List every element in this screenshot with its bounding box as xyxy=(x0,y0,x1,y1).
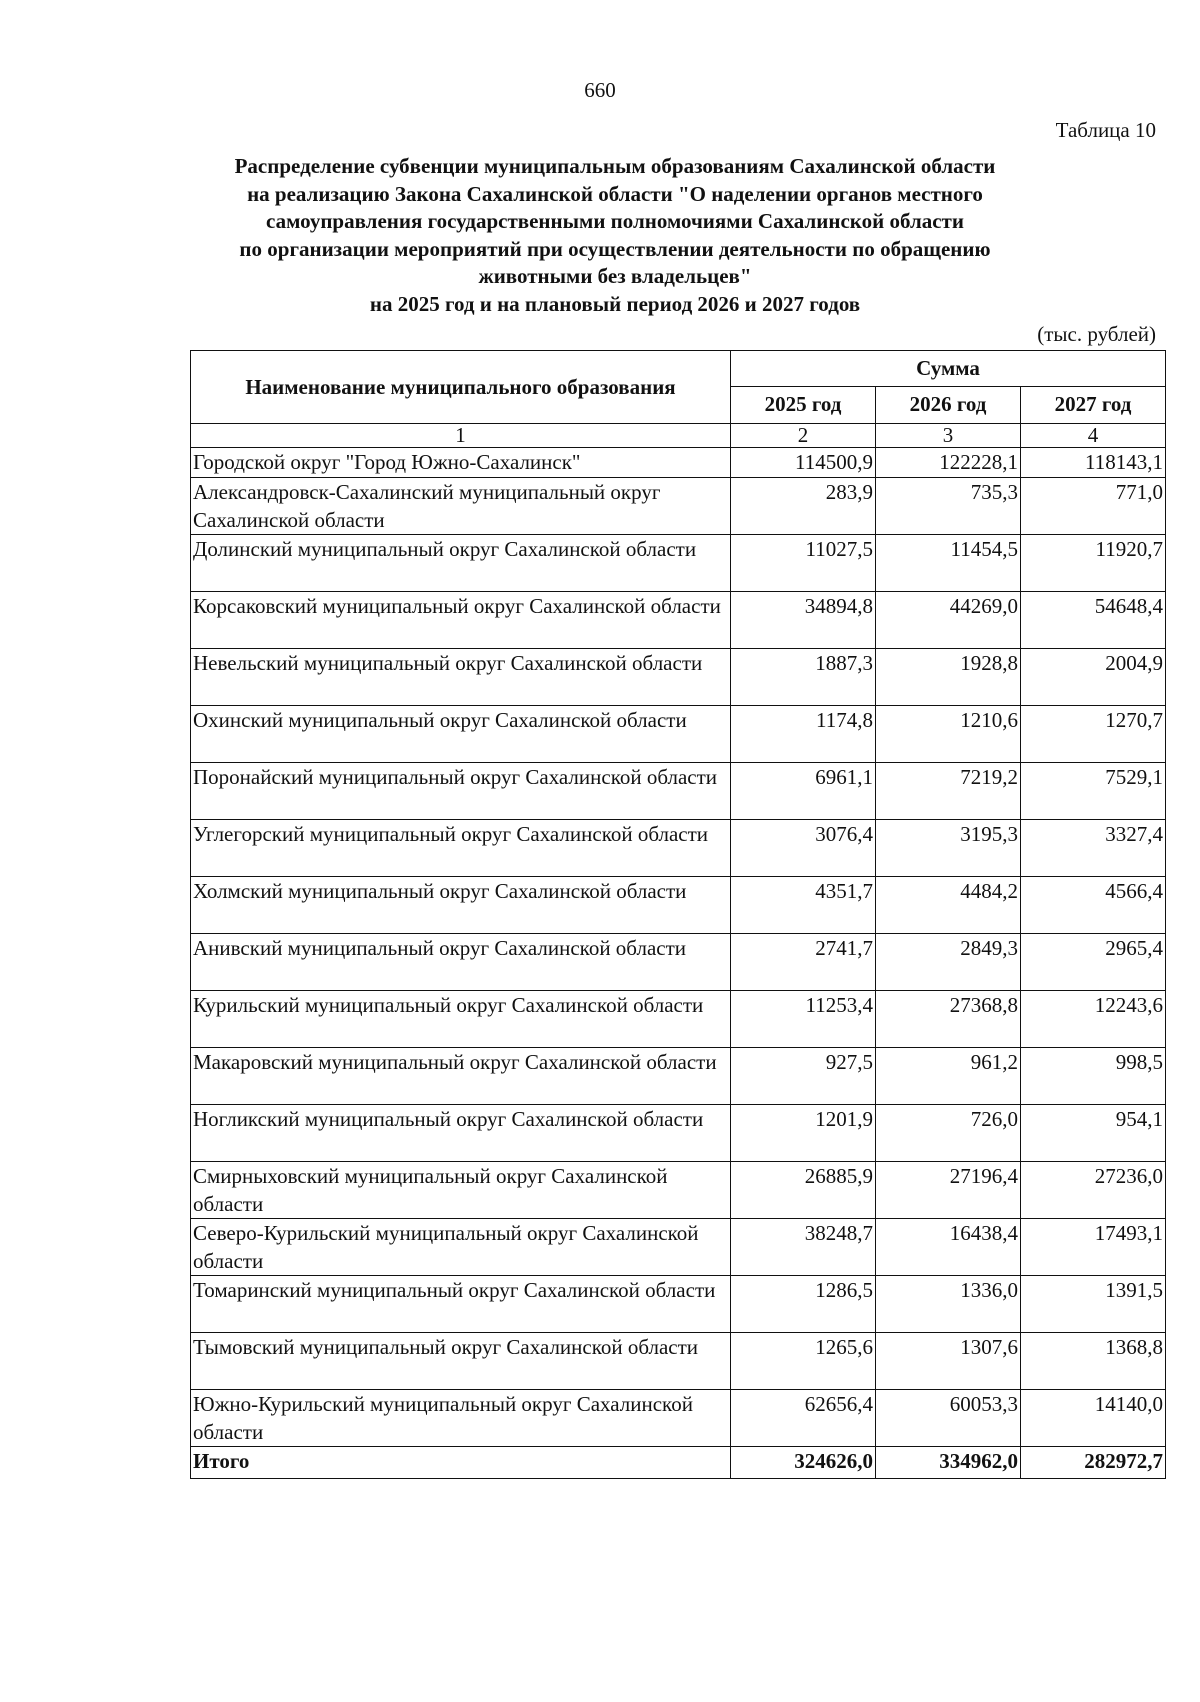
municipality-name: Северо-Курильский муниципальный округ Сахалинской области xyxy=(191,1219,731,1276)
table-row xyxy=(191,592,1166,649)
value-2025: 38248,7 xyxy=(731,1219,876,1276)
value-2025: 26885,9 xyxy=(731,1162,876,1219)
value-2027: 4566,4 xyxy=(1021,877,1166,934)
municipality-name: Макаровский муниципальный округ Сахалинской области xyxy=(191,1048,731,1105)
table-row xyxy=(191,1162,1166,1219)
title-line: на реализацию Закона Сахалинской области "О наделении органов местного xyxy=(247,181,983,206)
total-2025: 324626,0 xyxy=(731,1447,876,1479)
value-2027: 12243,6 xyxy=(1021,991,1166,1048)
column-index-row xyxy=(191,424,1166,448)
value-2027: 11920,7 xyxy=(1021,535,1166,592)
value-2026: 726,0 xyxy=(876,1105,1021,1162)
title-line: самоуправления государственными полномочиями Сахалинской области xyxy=(266,209,964,233)
value-2027: 14140,0 xyxy=(1021,1390,1166,1447)
value-2026: 1307,6 xyxy=(876,1333,1021,1390)
subvention-table xyxy=(190,350,1166,1479)
value-2027: 27236,0 xyxy=(1021,1162,1166,1219)
value-2027: 1368,8 xyxy=(1021,1333,1166,1390)
municipality-name: Охинский муниципальный округ Сахалинской области xyxy=(191,706,731,763)
total-label: Итого xyxy=(191,1447,731,1479)
title-line: животными без владельцев" xyxy=(478,264,752,288)
municipality-name: Поронайский муниципальный округ Сахалинской области xyxy=(191,763,731,820)
value-2025: 1265,6 xyxy=(731,1333,876,1390)
municipality-name: Анивский муниципальный округ Сахалинской области xyxy=(191,934,731,991)
municipality-name: Томаринский муниципальный округ Сахалинской области xyxy=(191,1276,731,1333)
value-2027: 7529,1 xyxy=(1021,763,1166,820)
total-2027: 282972,7 xyxy=(1021,1447,1166,1479)
value-2026: 11454,5 xyxy=(876,535,1021,592)
column-header-2026: 2026 год xyxy=(876,386,1021,423)
value-2027: 118143,1 xyxy=(1021,448,1166,478)
column-header-2027: 2027 год xyxy=(1021,386,1166,423)
table-row xyxy=(191,934,1166,991)
table-row xyxy=(191,1390,1166,1447)
value-2025: 1286,5 xyxy=(731,1276,876,1333)
value-2026: 4484,2 xyxy=(876,877,1021,934)
value-2027: 3327,4 xyxy=(1021,820,1166,877)
column-index: 3 xyxy=(876,424,1021,448)
table-row xyxy=(191,649,1166,706)
title-line: на 2025 год и на плановый период 2026 и 2027 годов xyxy=(369,291,861,316)
table-row xyxy=(191,1105,1166,1162)
value-2025: 114500,9 xyxy=(731,448,876,478)
value-2027: 1270,7 xyxy=(1021,706,1166,763)
table-row xyxy=(191,1048,1166,1105)
municipality-name: Курильский муниципальный округ Сахалинской области xyxy=(191,991,731,1048)
value-2026: 7219,2 xyxy=(876,763,1021,820)
column-header-2025: 2025 год xyxy=(731,386,876,423)
municipality-name: Тымовский муниципальный округ Сахалинской области xyxy=(191,1333,731,1390)
table-row xyxy=(191,1333,1166,1390)
table-row xyxy=(191,706,1166,763)
value-2026: 735,3 xyxy=(876,478,1021,535)
page-number: 660 xyxy=(584,78,616,102)
municipality-name: Холмский муниципальный округ Сахалинской области xyxy=(191,877,731,934)
document-title xyxy=(190,153,1040,318)
value-2026: 1928,8 xyxy=(876,649,1021,706)
column-index: 2 xyxy=(731,424,876,448)
municipality-name: Южно-Курильский муниципальный округ Сахалинской области xyxy=(191,1390,731,1447)
column-header-sum: Сумма xyxy=(731,351,1166,387)
value-2027: 998,5 xyxy=(1021,1048,1166,1105)
value-2027: 1391,5 xyxy=(1021,1276,1166,1333)
municipality-name: Александровск-Сахалинский муниципальный округ Сахалинской области xyxy=(191,478,731,535)
value-2025: 3076,4 xyxy=(731,820,876,877)
value-2025: 1201,9 xyxy=(731,1105,876,1162)
municipality-name: Смирныховский муниципальный округ Сахалинской области xyxy=(191,1162,731,1219)
value-2025: 11253,4 xyxy=(731,991,876,1048)
table-row xyxy=(191,448,1166,478)
value-2027: 17493,1 xyxy=(1021,1219,1166,1276)
value-2026: 27196,4 xyxy=(876,1162,1021,1219)
municipality-name: Корсаковский муниципальный округ Сахалинской области xyxy=(191,592,731,649)
value-2026: 3195,3 xyxy=(876,820,1021,877)
value-2026: 1210,6 xyxy=(876,706,1021,763)
municipality-name: Невельский муниципальный округ Сахалинской области xyxy=(191,649,731,706)
value-2026: 2849,3 xyxy=(876,934,1021,991)
municipality-name: Долинский муниципальный округ Сахалинской области xyxy=(191,535,731,592)
table-row xyxy=(191,763,1166,820)
value-2026: 961,2 xyxy=(876,1048,1021,1105)
table-row xyxy=(191,478,1166,535)
value-2027: 54648,4 xyxy=(1021,592,1166,649)
table-row xyxy=(191,820,1166,877)
table-row xyxy=(191,535,1166,592)
title-line: по организации мероприятий при осуществлении деятельности по обращению xyxy=(239,236,991,261)
total-row xyxy=(191,1447,1166,1479)
value-2025: 62656,4 xyxy=(731,1390,876,1447)
table-row xyxy=(191,1219,1166,1276)
column-header-name: Наименование муниципального образования xyxy=(191,351,731,424)
value-2027: 2965,4 xyxy=(1021,934,1166,991)
title-line: Распределение субвенции муниципальным образованиям Сахалинской области xyxy=(234,154,996,178)
table-row xyxy=(191,991,1166,1048)
value-2025: 2741,7 xyxy=(731,934,876,991)
total-2026: 334962,0 xyxy=(876,1447,1021,1479)
value-2027: 771,0 xyxy=(1021,478,1166,535)
value-2026: 44269,0 xyxy=(876,592,1021,649)
value-2027: 954,1 xyxy=(1021,1105,1166,1162)
municipality-name: Ногликский муниципальный округ Сахалинской области xyxy=(191,1105,731,1162)
value-2025: 283,9 xyxy=(731,478,876,535)
value-2025: 927,5 xyxy=(731,1048,876,1105)
municipality-name: Углегорский муниципальный округ Сахалинской области xyxy=(191,820,731,877)
value-2026: 16438,4 xyxy=(876,1219,1021,1276)
column-index: 4 xyxy=(1021,424,1166,448)
table-row xyxy=(191,1276,1166,1333)
table-label: Таблица 10 xyxy=(1055,118,1156,142)
value-2025: 1887,3 xyxy=(731,649,876,706)
column-index: 1 xyxy=(191,424,731,448)
units-note: (тыс. рублей) xyxy=(1037,322,1156,346)
value-2025: 11027,5 xyxy=(731,535,876,592)
value-2025: 6961,1 xyxy=(731,763,876,820)
value-2025: 34894,8 xyxy=(731,592,876,649)
value-2027: 2004,9 xyxy=(1021,649,1166,706)
value-2025: 4351,7 xyxy=(731,877,876,934)
table-row xyxy=(191,877,1166,934)
municipality-name: Городской округ "Город Южно-Сахалинск" xyxy=(191,448,731,478)
value-2026: 27368,8 xyxy=(876,991,1021,1048)
value-2026: 1336,0 xyxy=(876,1276,1021,1333)
value-2026: 122228,1 xyxy=(876,448,1021,478)
value-2025: 1174,8 xyxy=(731,706,876,763)
value-2026: 60053,3 xyxy=(876,1390,1021,1447)
